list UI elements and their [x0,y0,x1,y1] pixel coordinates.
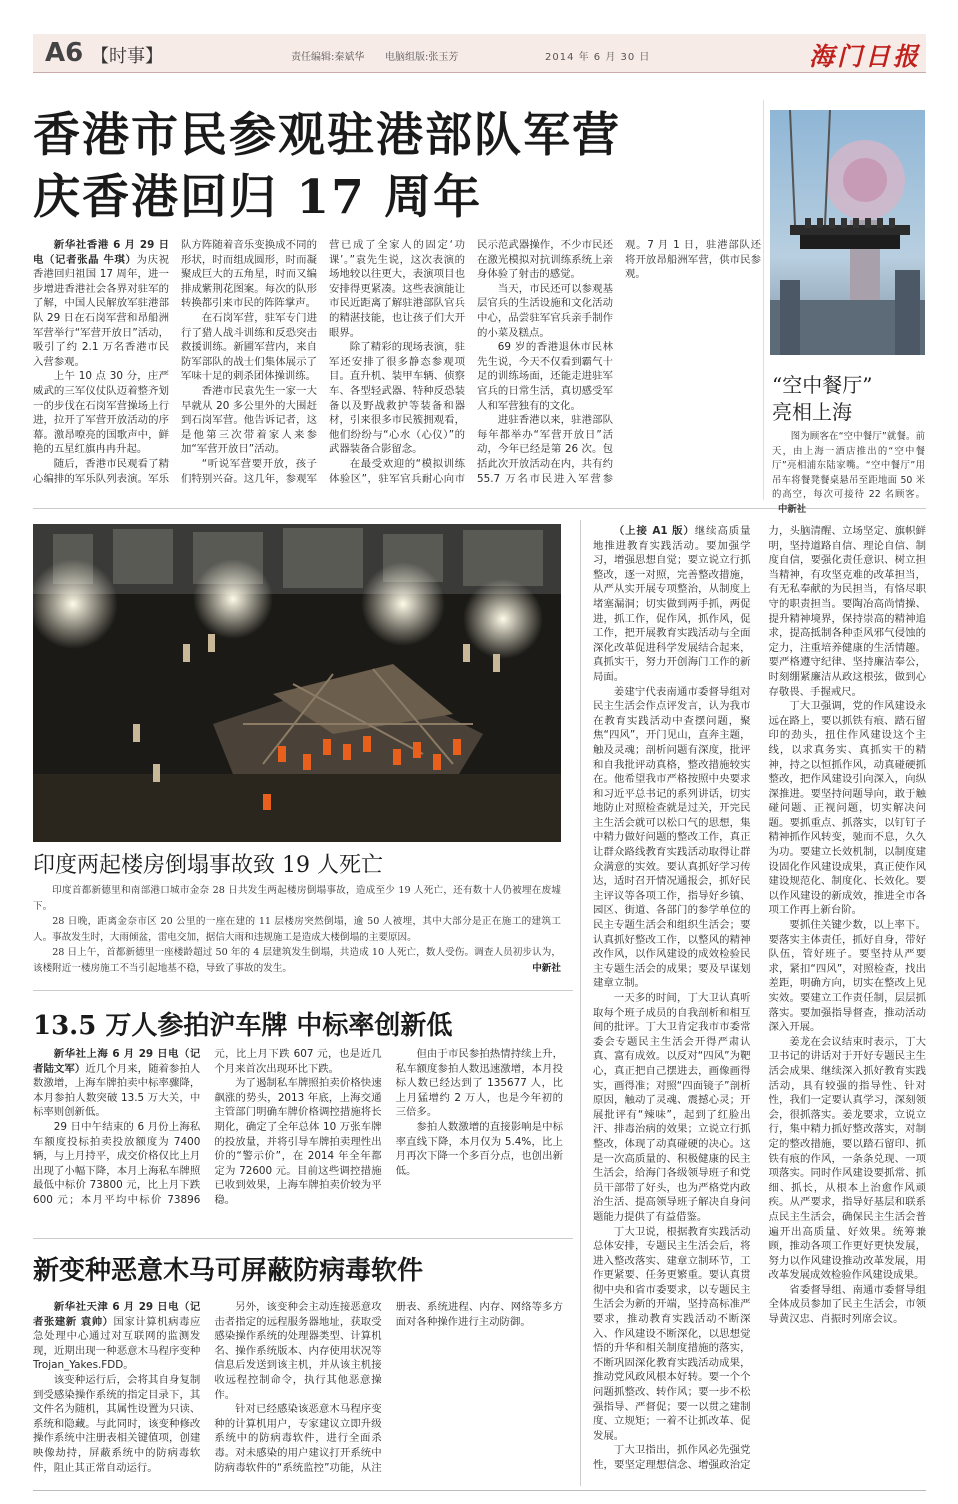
article-paragraph: 但由于市民参拍热情持续上升，私车额度参拍人数迅速激增，本月投标人数已经达到了 135677 人，比上月猛增约 2 万人，也是今年初的三倍多。 [395,1048,563,1119]
article-paragraph: 随后，香港市民观看了精心编排的军乐队列表演。军乐队方阵随着音乐变换成不同的形状，时而组成圆形，时而凝聚成巨大的五角星，时而又编排成紫荆花图案。每次的队形转换都引来市民的阵阵掌声。 [33,239,317,485]
article-lead: 新华社上海 6 月 29 日电（记者陆文军） [33,1048,201,1075]
article-paragraph: 除了精彩的现场表演，驻军还安排了很多静态参观项目。直升机、装甲车辆、侦察车、各型轻武器、特种反恐装备以及野战救护等装备和器材，引来很多市民簇拥观看，他们纷纷与“心水（心仪）”的武器装备合影留念。 [329,341,465,456]
article-paragraph: 新华社天津 6 月 29 日电（记者张建新 袁帅）国家计算机病毒应急处理中心通过对互联网的监测发现，近期出现一种恶意木马程序变种 Trojan_Yakes.FDD。 [33,1301,201,1372]
article-paragraph: 香港市民袁先生一家一大早就从 20 多公里外的大围赶到石岗军营。他告诉记者，这是他第三次带着家人来参加“军营开放日”活动。 [181,384,317,456]
article-paragraph: 新华社上海 6 月 29 日电（记者陆文军）近几个月来，随着参拍人数激增，上海车牌拍卖中标率骤降，本月参拍人数突破 13.5 万大关，中标率则创新低。 [33,1048,201,1119]
page-bottom-rule [33,1490,926,1491]
headline-trojan: 新变种恶意木马可屏蔽防病毒软件 [33,1256,424,1286]
india-collapse-body [33,883,561,977]
headline-hk-line1: 香港市民参观驻港部队军营 [33,108,621,163]
article-paragraph: 在最受欢迎的“模拟训练体验区”，驻军官兵耐心向市民示范武器操作，不少市民还在激光模拟对抗训练系统上亲身体验了射击的感觉。 [329,239,613,485]
article-paragraph: 姜建宁代表南通市委督导组对民主生活会作点评发言，认为我市在教育实践活动中查摆问题，聚焦“四风”，开门见山，直奔主题，触及灵魂；剖析问题有深度，批评和自我批评动真格，整改措施较实在。他希望我市严格按照中央要求和习近平总书记的系列讲话，切实地防止对照检查就是过关，开完民主生活会就可以松口气的思想，集中精力做好问题的整改工作，真正让群众路线教育实践活动取得让群众满意的实效。要认真抓好学习传达，适时召开情况通报会，抓好民主评议等各项工作，指导好乡镇、园区、街道、各部门的参学单位的民主专题生活会和组织生活会；要认真抓好整改工作，以整风的精神改作风，以作风建设的成效检验民主专题生活会的成果；要及早谋划建章立制。 [593,685,751,990]
article-car-plate-body [33,1047,563,1232]
article-trojan-body [33,1300,563,1485]
column-divider [763,100,764,500]
sky-restaurant-title-line2: 亮相上海 [772,400,852,424]
article-paragraph: 当天，市民还可以参观基层官兵的生活设施和文化活动中心，品尝驻军官兵亲手制作的小菜及糕点。 [477,282,613,339]
article-paragraph: “听说军营要开放，孩子们特别兴奋。这几年，参观军营已成了全家人的固定‘功课’。”袁先生说，这次表演的场地较以往更大，表演项目也安排得更紧凑。这些表演能让市民近距离了解驻港部队官兵的精湛技能，也让孩子们大开眼界。 [181,239,465,485]
continued-article-body [593,524,926,1484]
headline-hk-line2: 庆香港回归 17 周年 [33,170,483,225]
article-paragraph: 28 日上午，首都新德里一座楼龄超过 50 年的 4 层建筑发生倒塌，共造成 10 人死亡，数人受伤。调查人员初步认为，该楼附近一楼房施工不当引起地基不稳，导致了事故的发生。 中新社 [33,945,561,976]
continuation-lead: （上接 A1 版） [613,525,695,537]
page-number: A6 [45,38,84,68]
article-paragraph: 该变种运行后，会将其自身复制到受感染操作系统的指定目录下，其文件名为随机，其属性设置为只读、系统和隐藏。与此同时，该变种修改操作系统中注册表相关键值项，创建映像劫持，屏蔽系统中的防病毒软件，阻止其正常自动运行。 [33,1373,201,1474]
photo-source: 中新社 [778,503,807,515]
article-paragraph: 进驻香港以来，驻港部队每年都举办“军营开放日”活动，今年已经是第 26 次。包括此次开放活动在内，共有约 55.7 万名市民进入军营参观。7 月 1 日，驻港部队还将开放昂船洲军营，供市民参观。 [477,239,761,485]
article-source: 中新社 [532,962,561,974]
article-paragraph: （上接 A1 版）继续高质量地推进教育实践活动。要加强学习，增强思想自觉；要立说立行抓整改，逐一对照，完善整改措施，从严从实开展专项整治，从制度上堵塞漏洞；切实做到两手抓，两促进，抓工作，促作风，抓作风，促工作，把开展教育实践活动与全面深化改革促进科学发展结合起来，真抓实干，努力开创海门工作的新局面。 [593,525,751,683]
article-paragraph: 29 日中午结束的 6 月份上海私车额度投标拍卖投放额度为 7400 辆，与上月持平，成交价格仅比上月出现了小幅下降，本月上海私车牌照最低中标价 73800 元，比上月下跌 600 元；本月平均中标价 73896 元，比上月下跌 607 元，也是近几个月来首次出现环比下跌。 [33,1048,382,1206]
sky-restaurant-title-line1: “空中餐厅” [772,373,873,397]
article-paragraph: 在石岗军营，驻军专门进行了猎人战斗训练和反恐突击救援训练。新圃军营内，来自防军部队的战士们集体展示了军味十足的刺杀团体操训练。 [181,311,317,383]
article-paragraph: 姜龙在会议结束时表示，丁大卫书记的讲话对于开好专题民主生活会成果、继续深入抓好教育实践活动，具有较强的指导性、针对性，我们一定要认真学习，深刻领会，很抓落实。姜龙要求，立说立行，集中精力抓好整改落实，对制定的整改措施，要以踏石留印、抓铁有痕的作风，一条条兑现、一项项落实。同时作风建设要抓常、抓细、抓长，从根本上治愈作风顽疾。从严要求，指导好基层和联系点民主生活会，确保民主生活会普遍开出高质量、好效果。统筹兼顾，推动各项工作更好更快发展，努力以作风建设推动改革发展，用改革发展成效检验作风建设成果。 [768,1035,926,1282]
article-paragraph: 丁大卫说，根据教育实践活动总体安排，专题民主生活会后，将进入整改落实、建章立制环节，工作更紧要、任务更繁重。要认真贯彻中央和省市委要求，以专题民主生活会为新的开端，坚持高标准严要求，推动教育实践活动不断深入、作风建设不断深化，以思想觉悟的升华和相关制度措施的落实，不断巩固深化教育实践活动成果，推动党风政风根本好转。要一个个问题抓整改、转作风；要一步不松强指导、严督促；要一以贯之建制度、立规矩；一着不让抓改革、促发展。 [593,1225,751,1442]
article-lead: 新华社香港 6 月 29 日电（记者张晶 牛琪） [33,239,169,266]
article-paragraph: 新华社香港 6 月 29 日电（记者张晶 牛琪）为庆祝香港回归祖国 17 周年，进一步增进香港社会各界对驻军的了解，中国人民解放军驻港部队 29 日在石岗军营和昂船洲军营举行“军营开放日”活动，吸引了约 2.1 万名香港市民入营参观。 [33,239,169,368]
sky-restaurant-caption: 图为顾客在“空中餐厅”就餐。前天，由上海一酒店推出的“空中餐厅”亮相浦东陆家嘴。“空中餐厅”用吊车将餐凳餐桌悬吊至距地面 50 米的高空，每次可接待 22 名顾客。 中新社 [772,431,925,515]
section-name: 【时事】 [91,46,163,67]
sky-restaurant-photo [770,110,925,355]
article-paragraph: 针对已经感染该恶意木马程序变种的计算机用户，专家建议立即升级系统中的防病毒软件，进行全面杀毒。对未感染的用户建议打开系统中防病毒软件的“系统监控”功能，从注册表、系统进程、内存、网络等多方面对各种操作进行主动防御。 [214,1301,563,1474]
page-header [33,34,926,73]
editor-credit: 责任编辑:秦斌华 [291,52,365,63]
section-divider [33,990,573,991]
article-hk-body [33,238,761,498]
building-collapse-photo [33,524,561,842]
issue-date: 2014 年 6 月 30 日 [545,52,651,63]
article-paragraph: 印度首都新德里和南部港口城市金奈 28 日共发生两起楼房倒塌事故，造成至少 19 人死亡，还有数十人仍被埋在废墟下。 [33,885,561,912]
headline-car-plate: 13.5 万人参拍沪车牌 中标率创新低 [33,1011,453,1041]
article-paragraph: 要抓住关键少数，以上率下。要落实主体责任，抓好自身，带好队伍，管好班子。要坚持从严要求，紧扣“四风”，对照检查，找出差距，明确方向，切实在整改上见实效。要建立工作责任制，层层抓落实。要加强指导督查，推动活动深入开展。 [768,919,926,1034]
article-paragraph: 69 岁的香港退休市民林先生说，今天不仅看到霸气十足的训练场面，还能走进驻军官兵的日常生活，真切感受军人和军营独有的文化。 [477,341,613,412]
article-paragraph: 为了遏制私车牌照拍卖价格快速飙涨的势头，2013 年底，上海交通主管部门明确车牌价格调控措施将长期化，确定了全年总体 10 万张车牌的投放量，并将引导车牌拍卖理性出价的“警示价”，在 2014 年全年都定为 72600 元。目前这些调控措施已收到效果，上海车牌拍卖价较为平稳。 [214,1077,382,1206]
column-divider [580,520,581,1486]
article-paragraph: 丁大卫指出，抓作风必先强党性，要坚定理想信念、增强政治定力，头脑清醒、立场坚定、旗帜鲜明，坚持道路自信、理论自信、制度自信，要强化责任意识、树立担当精神，有攻坚克难的改革担当，有无私奉献的为民担当，有恪尽职守的职责担当。要陶冶高尚情操、提升精神境界，保持崇高的精神追求，提高抵制各种歪风邪气侵蚀的定力，注重培养健康的生活情趣。要严格遵守纪律、坚持廉洁奉公，时刻绷紧廉洁从政这根弦，做到心存敬畏、手握戒尺。 [593,525,926,1471]
article-paragraph: 28 日晚，距离金奈市区 20 公里的一座在建的 11 层楼房突然倒塌，逾 50 人被埋，其中大部分是正在施工的建筑工人。事故发生时，大雨倾盆，雷电交加，据信大雨和违规施工是造成大楼倒塌的主要原因。 [33,916,561,943]
india-collapse-title: 印度两起楼房倒塌事故致 19 人死亡 [33,853,383,878]
article-paragraph: 参拍人数激增的直接影响是中标率直线下降，本月仅为 5.4%，比上月再次下降一个多百分点，也创出新低。 [395,1120,563,1177]
article-paragraph: 丁大卫强调，党的作风建设永远在路上，要以抓铁有痕、踏石留印的劲头，扭住作风建设这个主线，以求真务实、真抓实干的精神，持之以恒抓作风，动真碰硬抓整改，把作风建设引向深入，向纵深推进。要坚持问题导向，敢于触碰问题、正视问题，切实解决问题。要抓重点、抓落实，以钉钉子精神抓作风转变，驰而不息，久久为功。要建立长效机制，以制度建设固化作风建设成果，真正使作风建设规范化、制度化、长效化。要以作风建设的新成效，推进全市各项工作再上新台阶。 [768,700,926,917]
designer-credit: 电脑组版:张玉芳 [385,52,459,63]
newspaper-logo: 海门日报 [809,42,922,71]
article-paragraph: 另外，该变种会主动连接恶意攻击者指定的远程服务器地址，获取受感染操作系统的处理器类型、计算机名、操作系统版本、内存使用状况等信息后发送到该主机，并从该主机接收远程控制命令，执行其他恶意操作。 [214,1301,382,1401]
article-paragraph: 一天多的时间，丁大卫认真听取每个班子成员的自我剖析和相互间的批评。丁大卫肯定我市市委常委会专题民主生活会开得严肃认真、富有成效。以反对“四风”为靶心，真正把自己摆进去，画像画得实，画得准；对照“四面镜子”剖析原因，触动了灵魂、震撼心灵；开展批评有“辣味”，起到了红脸出汗、排毒治病的效果；立说立行抓整改，体现了动真碰硬的决心。这是一次高质量的、积极健康的民主生活会，给海门各级领导班子和党员干部带了好头，也为严格党内政治生活、提高领导班子解决自身问题能力提供了有益借鉴。 [593,992,751,1223]
article-lead: 新华社天津 6 月 29 日电（记者张建新 袁帅） [33,1301,201,1328]
article-paragraph: 省委督导组、南通市委督导组全体成员参加了民主生活会，市领导黄汉忠、肖振时列席会议。 [768,1283,926,1326]
article-paragraph: 上午 10 点 30 分，庄严威武的三军仪仗队迈着整齐划一的步伐在石岗军营操场上行进，拉开了军营开放活动的序幕。激昂嘹亮的国歌声中，鲜艳的五星红旗冉冉升起。 [33,370,169,456]
section-divider [33,1238,573,1239]
